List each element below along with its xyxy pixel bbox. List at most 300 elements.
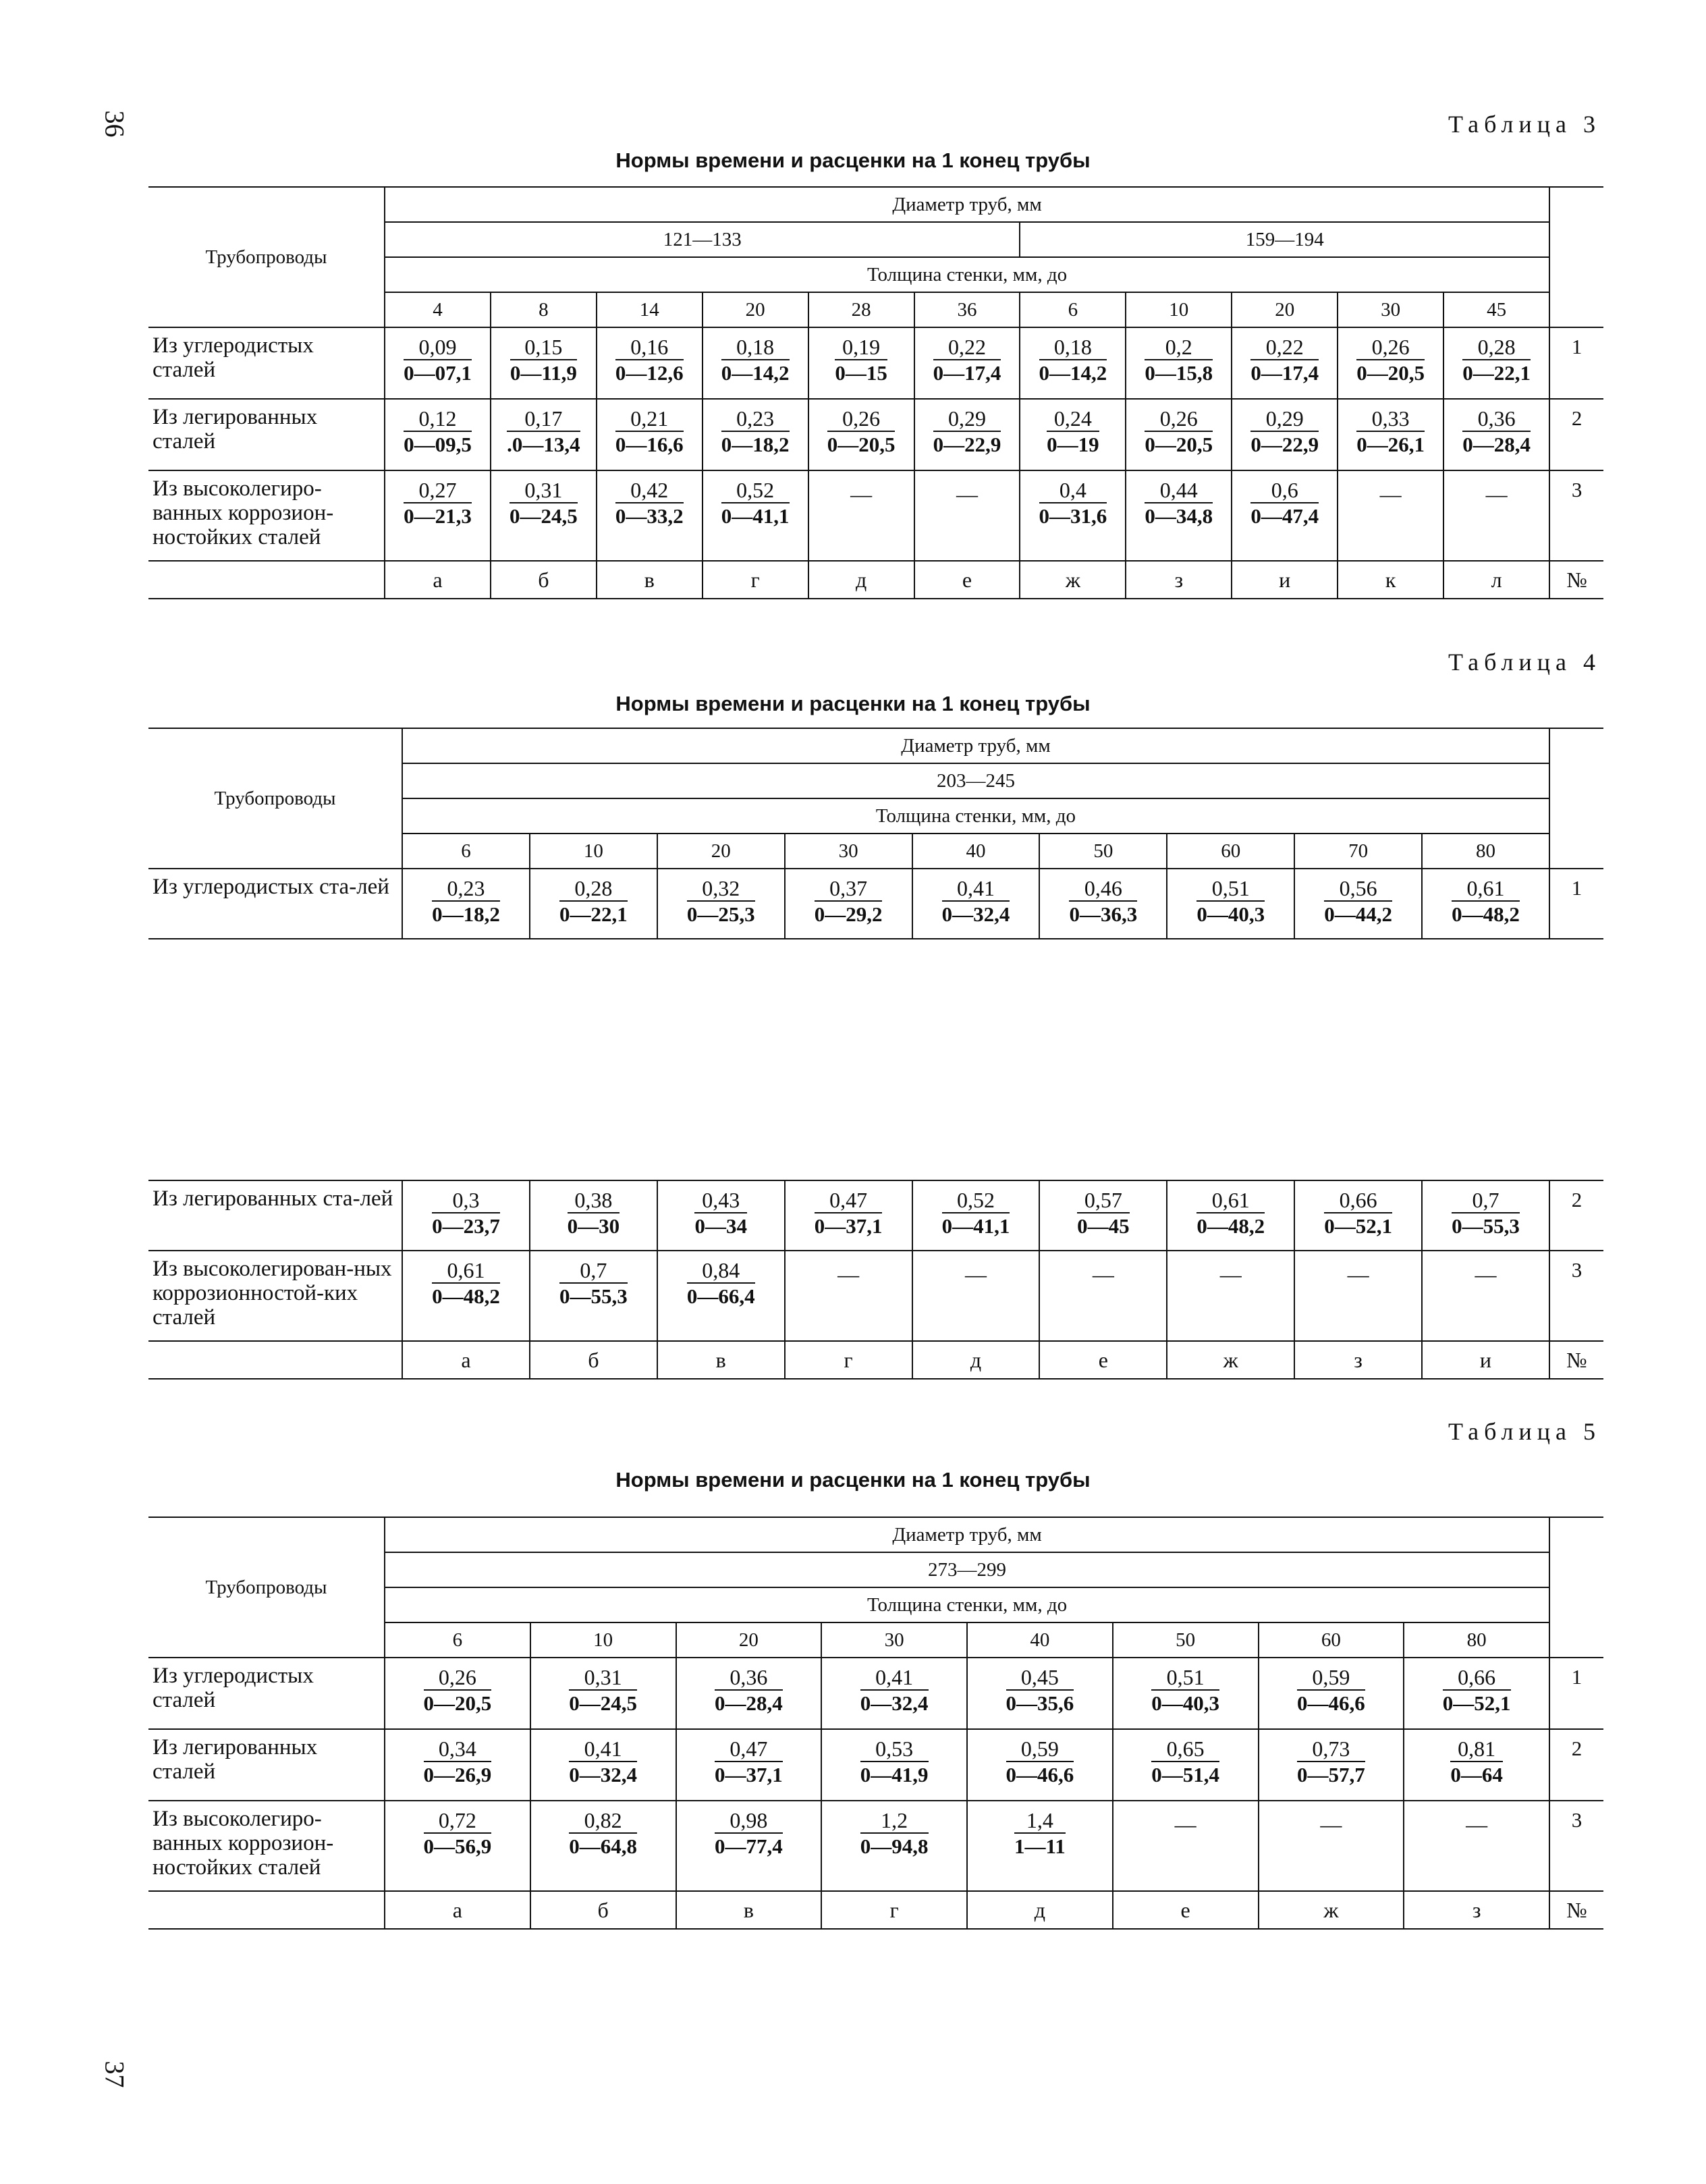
fraction — [1250, 406, 1319, 458]
rate: 0—31,6 — [1039, 504, 1107, 528]
rate: 0—44,2 — [1324, 902, 1392, 926]
rate: 0—66,4 — [686, 1284, 755, 1308]
fraction — [569, 1808, 637, 1859]
norm-time: 0,24 — [1047, 406, 1099, 432]
column-letter: б — [530, 1891, 676, 1929]
row-number: 1 — [1549, 869, 1603, 939]
fraction — [1006, 1665, 1074, 1716]
row-label: Из углеродистых сталей — [148, 327, 385, 399]
fraction — [1297, 1665, 1365, 1716]
rate: 0—34,8 — [1145, 504, 1213, 528]
value-cell — [1020, 470, 1126, 561]
fraction — [424, 1808, 492, 1859]
norm-time: 0,57 — [1077, 1188, 1130, 1213]
norm-time: 0,51 — [1151, 1665, 1219, 1691]
norm-time: 0,41 — [942, 876, 1010, 902]
norm-time: 0,46 — [1069, 876, 1137, 902]
value-cell — [821, 1729, 967, 1801]
norm-time: 0,16 — [615, 335, 684, 360]
dash: — — [1379, 482, 1402, 506]
dash: — — [850, 482, 873, 506]
norm-time: 0,34 — [424, 1737, 492, 1762]
norm-time: 0,3 — [432, 1188, 500, 1213]
table-row — [148, 327, 1603, 399]
thickness-value: 10 — [530, 834, 657, 869]
table-row — [148, 399, 1603, 470]
row-number: 2 — [1549, 1729, 1603, 1801]
value-cell — [785, 869, 912, 939]
table-row — [148, 1180, 1603, 1251]
table-3 — [148, 186, 1603, 599]
fraction — [1462, 335, 1531, 386]
row-label: Из высоколегирован-ных коррозионностой-ких сталей — [148, 1251, 402, 1341]
fraction — [715, 1808, 783, 1859]
rate: 0—26,1 — [1356, 433, 1425, 456]
norm-time: 0,22 — [1250, 335, 1319, 360]
value-cell — [703, 399, 808, 470]
rate: 0—09,5 — [404, 433, 472, 456]
fraction — [1452, 1188, 1520, 1239]
thickness-value: 8 — [491, 292, 597, 327]
value-cell — [1020, 327, 1126, 399]
value-cell — [1020, 399, 1126, 470]
norm-time: 0,7 — [1452, 1188, 1520, 1213]
norm-time: 1,2 — [860, 1808, 929, 1834]
value-cell — [530, 1251, 657, 1341]
fraction — [860, 1808, 929, 1859]
value-cell — [597, 399, 703, 470]
rate: 0—18,2 — [721, 433, 790, 456]
rate: 0—40,3 — [1151, 1691, 1219, 1715]
table-row — [148, 1801, 1603, 1891]
row-number: 2 — [1549, 1180, 1603, 1251]
value-cell — [657, 1180, 785, 1251]
rate: 0—15,8 — [1145, 361, 1213, 385]
value-cell — [385, 470, 491, 561]
column-letter: ж — [1259, 1891, 1404, 1929]
column-letter: в — [676, 1891, 822, 1929]
thickness-value: 40 — [912, 834, 1040, 869]
column-letter: г — [785, 1341, 912, 1379]
value-cell — [912, 1180, 1040, 1251]
norm-time: 0,72 — [424, 1808, 492, 1834]
norm-time: 0,17 — [507, 406, 580, 432]
column-letter: и — [1422, 1341, 1549, 1379]
fraction — [404, 335, 472, 386]
fraction — [510, 335, 577, 386]
fraction — [1196, 876, 1265, 927]
row-number: 3 — [1549, 1801, 1603, 1891]
rate: 0—36,3 — [1069, 902, 1138, 926]
norm-time: 0,37 — [815, 876, 883, 902]
table-5 — [148, 1517, 1603, 1930]
fraction — [1452, 876, 1520, 927]
thickness-header: Толщина стенки, мм, до — [385, 257, 1549, 292]
thickness-value: 20 — [1232, 292, 1338, 327]
value-cell — [385, 1801, 530, 1891]
fraction — [1151, 1665, 1219, 1716]
column-letter: в — [597, 561, 703, 599]
value-cell — [1404, 1801, 1549, 1891]
fraction — [687, 1258, 755, 1309]
fraction — [569, 1665, 637, 1716]
table-row — [148, 1729, 1603, 1801]
norm-time: 0,65 — [1151, 1737, 1219, 1762]
thickness-header: Толщина стенки, мм, до — [385, 1587, 1549, 1622]
rate: 0—35,6 — [1006, 1691, 1074, 1715]
value-cell — [1039, 1180, 1167, 1251]
fraction — [860, 1737, 929, 1788]
value-cell — [808, 399, 914, 470]
value-cell — [914, 399, 1020, 470]
row-label: Из легированных сталей — [148, 399, 385, 470]
value-cell — [1294, 869, 1422, 939]
value-cell — [1232, 327, 1338, 399]
row-label: Из легированных ста-лей — [148, 1180, 402, 1251]
fraction — [569, 1737, 637, 1788]
rate: 0—22,9 — [1250, 433, 1319, 456]
rate: 0—20,5 — [423, 1691, 492, 1715]
value-cell — [657, 1251, 785, 1341]
norm-time: 0,26 — [1356, 335, 1425, 360]
rate: 0—32,4 — [860, 1691, 929, 1715]
norm-time: 0,31 — [510, 478, 578, 503]
norm-time: 0,26 — [827, 406, 896, 432]
fraction — [721, 406, 790, 458]
norm-time: 0,81 — [1450, 1737, 1503, 1762]
rate: 0—20,5 — [827, 433, 896, 456]
column-letter: з — [1294, 1341, 1422, 1379]
diameter-header: Диаметр труб, мм — [385, 187, 1549, 222]
value-cell — [1422, 869, 1549, 939]
fraction — [559, 1258, 628, 1309]
dash: — — [964, 1262, 987, 1286]
fraction — [1145, 406, 1213, 458]
value-cell — [676, 1658, 822, 1729]
rate: 0—17,4 — [1250, 361, 1319, 385]
value-cell — [1338, 327, 1443, 399]
value-cell — [385, 1729, 530, 1801]
value-cell — [785, 1180, 912, 1251]
thickness-value: 6 — [402, 834, 530, 869]
fraction — [510, 478, 578, 529]
fraction — [1039, 335, 1107, 386]
table-5-title: Нормы времени и расценки на 1 конец трубы — [615, 1468, 1091, 1492]
fraction — [615, 406, 684, 458]
rate: 0—55,3 — [1452, 1214, 1520, 1238]
norm-time: 0,84 — [687, 1258, 755, 1284]
thickness-value: 80 — [1422, 834, 1549, 869]
column-letter: е — [914, 561, 1020, 599]
rate: 0—24,5 — [509, 504, 578, 528]
value-cell — [597, 327, 703, 399]
norm-time: 0,18 — [1039, 335, 1107, 360]
rate: 0—07,1 — [404, 361, 472, 385]
dash: — — [1347, 1262, 1369, 1286]
norm-time: 0,21 — [615, 406, 684, 432]
norm-time: 0,42 — [615, 478, 684, 503]
norm-time: 0,45 — [1006, 1665, 1074, 1691]
fraction — [1145, 335, 1213, 386]
row-number: 3 — [1549, 470, 1603, 561]
dash: — — [1466, 1812, 1488, 1836]
fraction — [424, 1665, 492, 1716]
rate: 0—45 — [1077, 1214, 1130, 1238]
rate: 0—22,9 — [933, 433, 1001, 456]
thickness-value: 60 — [1167, 834, 1294, 869]
table-row — [148, 1251, 1603, 1341]
value-cell — [967, 1658, 1113, 1729]
rate: 0—24,5 — [569, 1691, 637, 1715]
column-letter: д — [808, 561, 914, 599]
dash: — — [1219, 1262, 1242, 1286]
value-cell — [821, 1801, 967, 1891]
norm-time: 0,15 — [510, 335, 577, 360]
value-cell — [657, 869, 785, 939]
fraction — [815, 876, 883, 927]
header-pipelines: Трубопроводы — [148, 187, 385, 327]
value-cell — [385, 399, 491, 470]
rate: 0—41,1 — [941, 1214, 1010, 1238]
fraction — [1324, 1188, 1392, 1239]
fraction — [1356, 406, 1425, 458]
rate: 0—15 — [835, 361, 887, 385]
column-letter: б — [491, 561, 597, 599]
fraction — [942, 1188, 1010, 1239]
diameter-header: Диаметр труб, мм — [385, 1517, 1549, 1552]
value-cell — [676, 1801, 822, 1891]
value-cell — [530, 1658, 676, 1729]
value-cell — [491, 327, 597, 399]
thickness-value: 50 — [1039, 834, 1167, 869]
value-cell — [1404, 1729, 1549, 1801]
value-cell — [1232, 470, 1338, 561]
thickness-value: 40 — [967, 1622, 1113, 1658]
diameter-group: 121—133 — [385, 222, 1020, 257]
norm-time: 0,23 — [432, 876, 500, 902]
fraction — [1151, 1737, 1219, 1788]
rate: 0—57,7 — [1297, 1763, 1365, 1786]
value-cell — [1259, 1729, 1404, 1801]
rate: 0—22,1 — [1462, 361, 1531, 385]
fraction — [1250, 478, 1319, 529]
fraction — [424, 1737, 492, 1788]
rate: 0—77,4 — [715, 1834, 783, 1858]
fraction — [1450, 1737, 1503, 1788]
rate: 0—41,9 — [860, 1763, 929, 1786]
fraction — [507, 406, 580, 458]
value-cell — [491, 399, 597, 470]
norm-time: 0,43 — [694, 1188, 747, 1213]
thickness-value: 20 — [676, 1622, 822, 1658]
fraction — [694, 1188, 747, 1239]
column-letter: д — [912, 1341, 1040, 1379]
row-number: 3 — [1549, 1251, 1603, 1341]
fraction — [715, 1737, 783, 1788]
fraction — [1196, 1188, 1265, 1239]
column-letter: г — [821, 1891, 967, 1929]
rate: 0—20,5 — [1356, 361, 1425, 385]
table-4 — [148, 728, 1603, 939]
column-letter: ж — [1167, 1341, 1294, 1379]
thickness-value: 70 — [1294, 834, 1422, 869]
rate: 0—46,6 — [1297, 1691, 1365, 1715]
rate: 1—11 — [1014, 1834, 1066, 1858]
value-cell — [1338, 470, 1443, 561]
fraction — [1145, 478, 1213, 529]
norm-time: 0,29 — [1250, 406, 1319, 432]
table-3-title: Нормы времени и расценки на 1 конец трубы — [615, 148, 1091, 172]
table-row — [148, 869, 1603, 939]
row-label: Из высоколегиро-ванных коррозион-ностойких сталей — [148, 470, 385, 561]
fraction — [1006, 1737, 1074, 1788]
value-cell — [1126, 327, 1232, 399]
norm-time: 0,38 — [568, 1188, 620, 1213]
norm-time: 0,2 — [1145, 335, 1213, 360]
value-cell — [1294, 1180, 1422, 1251]
rate: 0—19 — [1047, 433, 1099, 456]
norm-time: 0,31 — [569, 1665, 637, 1691]
value-cell — [1167, 869, 1294, 939]
fraction — [559, 876, 628, 927]
table-4-label: Таблица 4 — [1448, 649, 1601, 676]
norm-time: 0,28 — [559, 876, 628, 902]
column-letter: ж — [1020, 561, 1126, 599]
column-letter: д — [967, 1891, 1113, 1929]
norm-time: 0,66 — [1324, 1188, 1392, 1213]
thickness-value: 6 — [385, 1622, 530, 1658]
rate: 0—64 — [1450, 1763, 1503, 1786]
number-sign: № — [1549, 1341, 1603, 1379]
fraction — [942, 876, 1010, 927]
norm-time: 0,66 — [1443, 1665, 1511, 1691]
norm-time: 0,44 — [1145, 478, 1213, 503]
value-cell — [385, 327, 491, 399]
value-cell — [1422, 1251, 1549, 1341]
norm-time: 0,19 — [835, 335, 887, 360]
rate: 0—25,3 — [686, 902, 755, 926]
rate: 0—11,9 — [510, 361, 577, 385]
rate: 0—37,1 — [814, 1214, 883, 1238]
fraction — [432, 876, 500, 927]
norm-time: 0,32 — [687, 876, 755, 902]
fraction — [860, 1665, 929, 1716]
fraction — [1462, 406, 1531, 458]
norm-time: 0,47 — [815, 1188, 883, 1213]
thickness-value: 30 — [785, 834, 912, 869]
thickness-header: Толщина стенки, мм, до — [402, 798, 1549, 834]
norm-time: 0,18 — [721, 335, 790, 360]
column-letter: а — [385, 561, 491, 599]
table-5-label: Таблица 5 — [1448, 1418, 1601, 1445]
value-cell — [967, 1801, 1113, 1891]
fraction — [432, 1258, 500, 1309]
rate: 0—56,9 — [423, 1834, 492, 1858]
norm-time: 0,4 — [1039, 478, 1107, 503]
value-cell — [1443, 399, 1549, 470]
page-number-bottom: 37 — [99, 2060, 130, 2088]
number-sign: № — [1549, 561, 1603, 599]
norm-time: 0,28 — [1462, 335, 1531, 360]
norm-time: 1,4 — [1014, 1808, 1066, 1834]
rate: 0—48,2 — [1452, 902, 1520, 926]
norm-time: 0,27 — [404, 478, 472, 503]
value-cell — [1113, 1658, 1259, 1729]
norm-time: 0,52 — [721, 478, 790, 503]
row-label: Из углеродистых сталей — [148, 1658, 385, 1729]
rate: 0—26,9 — [423, 1763, 492, 1786]
thickness-value: 10 — [1126, 292, 1232, 327]
norm-time: 0,22 — [933, 335, 1001, 360]
value-cell — [914, 470, 1020, 561]
page-number-top: 36 — [99, 110, 130, 138]
value-cell — [1167, 1180, 1294, 1251]
fraction — [933, 335, 1001, 386]
value-cell — [530, 869, 657, 939]
value-cell — [385, 1658, 530, 1729]
column-letter: к — [1338, 561, 1443, 599]
rate: 0—32,4 — [569, 1763, 637, 1786]
thickness-value: 28 — [808, 292, 914, 327]
column-letter: з — [1126, 561, 1232, 599]
norm-time: 0,7 — [559, 1258, 628, 1284]
norm-time: 0,23 — [721, 406, 790, 432]
norm-time: 0,41 — [860, 1665, 929, 1691]
rate: 0—47,4 — [1250, 504, 1319, 528]
value-cell — [1126, 399, 1232, 470]
fraction — [615, 478, 684, 529]
value-cell — [1113, 1729, 1259, 1801]
norm-time: 0,73 — [1297, 1737, 1365, 1762]
diameter-group: 203—245 — [402, 763, 1549, 798]
value-cell — [821, 1658, 967, 1729]
value-cell — [912, 1251, 1040, 1341]
fraction — [933, 406, 1001, 458]
dash: — — [1174, 1812, 1196, 1836]
rate: 0—94,8 — [860, 1834, 929, 1858]
column-letter: а — [385, 1891, 530, 1929]
norm-time: 0,33 — [1356, 406, 1425, 432]
value-cell — [912, 869, 1040, 939]
fraction — [835, 335, 887, 386]
fraction — [721, 478, 790, 529]
row-number: 1 — [1549, 327, 1603, 399]
letters-empty — [148, 1341, 402, 1379]
fraction — [1250, 335, 1319, 386]
value-cell — [676, 1729, 822, 1801]
value-cell — [785, 1251, 912, 1341]
rate: 0—55,3 — [559, 1284, 628, 1308]
fraction — [1324, 876, 1392, 927]
column-letter: б — [530, 1341, 657, 1379]
norm-time: 0,26 — [1145, 406, 1213, 432]
value-cell — [1422, 1180, 1549, 1251]
norm-time: 0,09 — [404, 335, 472, 360]
norm-time: 0,26 — [424, 1665, 492, 1691]
table-4-continuation — [148, 1180, 1603, 1380]
value-cell — [530, 1729, 676, 1801]
column-letter: е — [1039, 1341, 1167, 1379]
norm-time: 0,61 — [1452, 876, 1520, 902]
row-label: Из высоколегиро-ванных коррозион-ностойких сталей — [148, 1801, 385, 1891]
norm-time: 0,41 — [569, 1737, 637, 1762]
norm-time: 0,51 — [1196, 876, 1265, 902]
fraction — [827, 406, 896, 458]
header-pipelines: Трубопроводы — [148, 728, 402, 869]
number-sign: № — [1549, 1891, 1603, 1929]
dash: — — [1320, 1812, 1342, 1836]
value-cell — [1126, 470, 1232, 561]
